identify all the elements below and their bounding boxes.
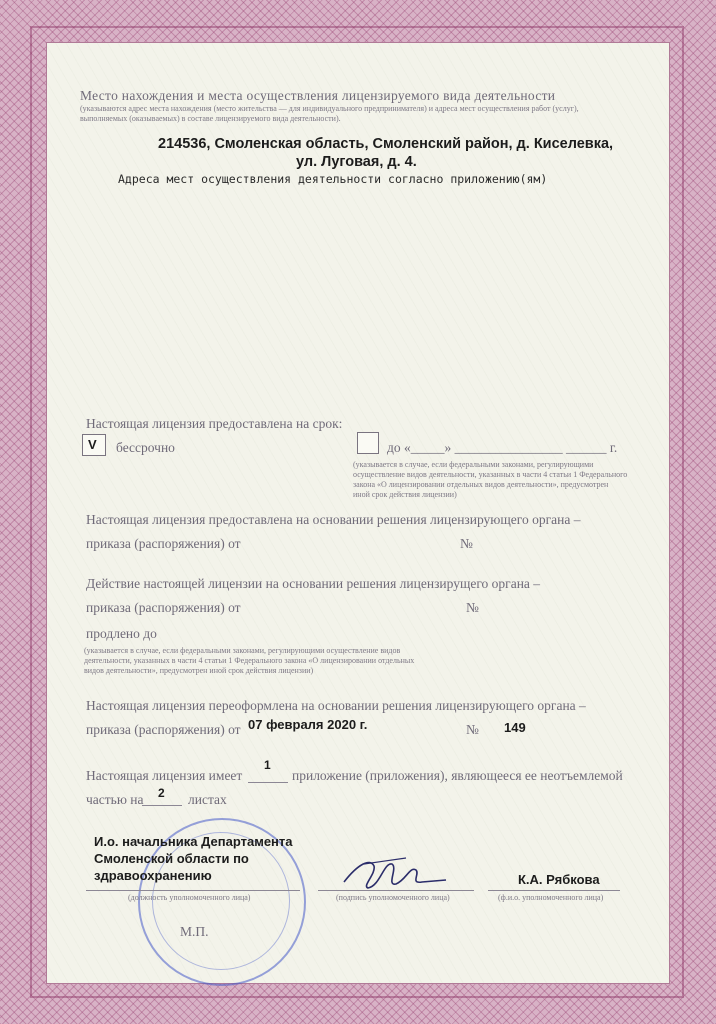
term-note-1: (указывается в случае, если федеральными законами, регулирующими: [353, 460, 594, 469]
position-line-3: здравоохранению: [94, 868, 212, 883]
location-heading: Место нахождения и места осуществления лицензируемого вида деятельности: [80, 88, 556, 103]
extension-note-1: (указывается в случае, если федеральными законами, регулирующими осуществление видов: [84, 646, 401, 655]
address-line-1: 214536, Смоленская область, Смоленский район, д. Киселевка,: [158, 136, 614, 152]
extension-order-label: приказа (распоряжения) от: [86, 600, 241, 615]
location-note-1: (указываются адрес места нахождения (место жительства — для индивидуального предпринимателя) и адреса мест осуществления работ (услуг),: [80, 104, 579, 113]
term-note-2: осуществление видов деятельности, указанных в части 4 статьи 1 Федерального: [353, 470, 628, 479]
address-line-3: Адреса мест осуществления деятельности согласно приложению(ям): [118, 172, 548, 186]
extension-note-3: видов деятельности», предусмотрен иной срок действия лицензии): [84, 666, 314, 675]
until-checkbox: [357, 432, 379, 454]
appendix-text-before: Настоящая лицензия имеет: [86, 768, 243, 783]
term-note-4: иной срок действия лицензии): [353, 490, 457, 499]
reissue-number: 149: [504, 720, 526, 735]
appendix-part-label: частью на: [86, 792, 144, 807]
position-line-2: Смоленской области по: [94, 851, 249, 866]
reissue-date: 07 февраля 2020 г.: [248, 717, 368, 732]
basis-order-label: приказа (распоряжения) от: [86, 536, 241, 551]
term-note-3: закона «О лицензировании отдельных видов деятельности», предусмотрен: [353, 480, 609, 489]
signature-line: [318, 890, 474, 891]
seal-label: М.П.: [180, 924, 209, 939]
position-line: [86, 890, 300, 891]
address-line-2: ул. Луговая, д. 4.: [296, 154, 417, 170]
appendix-count: 1: [264, 758, 271, 772]
position-caption: (должность уполномоченного лица): [128, 893, 251, 902]
sheets-label: листах: [188, 792, 227, 807]
extended-until-label: продлено до: [86, 626, 157, 641]
appendix-count-line: [248, 782, 288, 783]
basis-number-label: №: [460, 536, 473, 551]
sheets-line: [142, 805, 182, 806]
check-mark: V: [88, 437, 97, 452]
signature-caption: (подпись уполномоченного лица): [336, 893, 450, 902]
unlimited-option: бессрочно: [116, 440, 175, 455]
term-label: Настоящая лицензия предоставлена на срок:: [86, 416, 343, 431]
sheets-count: 2: [158, 786, 165, 800]
location-note-2: выполняемых (оказываемых) в составе лицензируемого вида деятельности).: [80, 114, 341, 123]
appendix-text-after: приложение (приложения), являющееся ее неотъемлемой: [292, 768, 623, 783]
position-line-1: И.о. начальника Департамента: [94, 834, 293, 849]
extension-line: Действие настоящей лицензии на основании решения лицензирущего органа –: [86, 576, 541, 591]
basis-line: Настоящая лицензия предоставлена на основании решения лицензирующего органа –: [86, 512, 581, 527]
reissue-number-label: №: [466, 722, 479, 737]
reissue-line: Настоящая лицензия переоформлена на основании решения лицензирующего органа –: [86, 698, 586, 713]
name-line: [488, 890, 620, 891]
unlimited-checkbox: [82, 434, 106, 456]
name-caption: (ф.и.о. уполномоченного лица): [498, 893, 604, 902]
extension-note-2: деятельности, указанных в части 4 статьи 1 Федерального закона «О лицензировании отдельных: [84, 656, 415, 665]
reissue-order-label: приказа (распоряжения) от: [86, 722, 241, 737]
extension-number-label: №: [466, 600, 479, 615]
until-option: до «_____» ________________ ______ г.: [387, 440, 618, 455]
signer-name: К.А. Рябкова: [518, 872, 600, 887]
